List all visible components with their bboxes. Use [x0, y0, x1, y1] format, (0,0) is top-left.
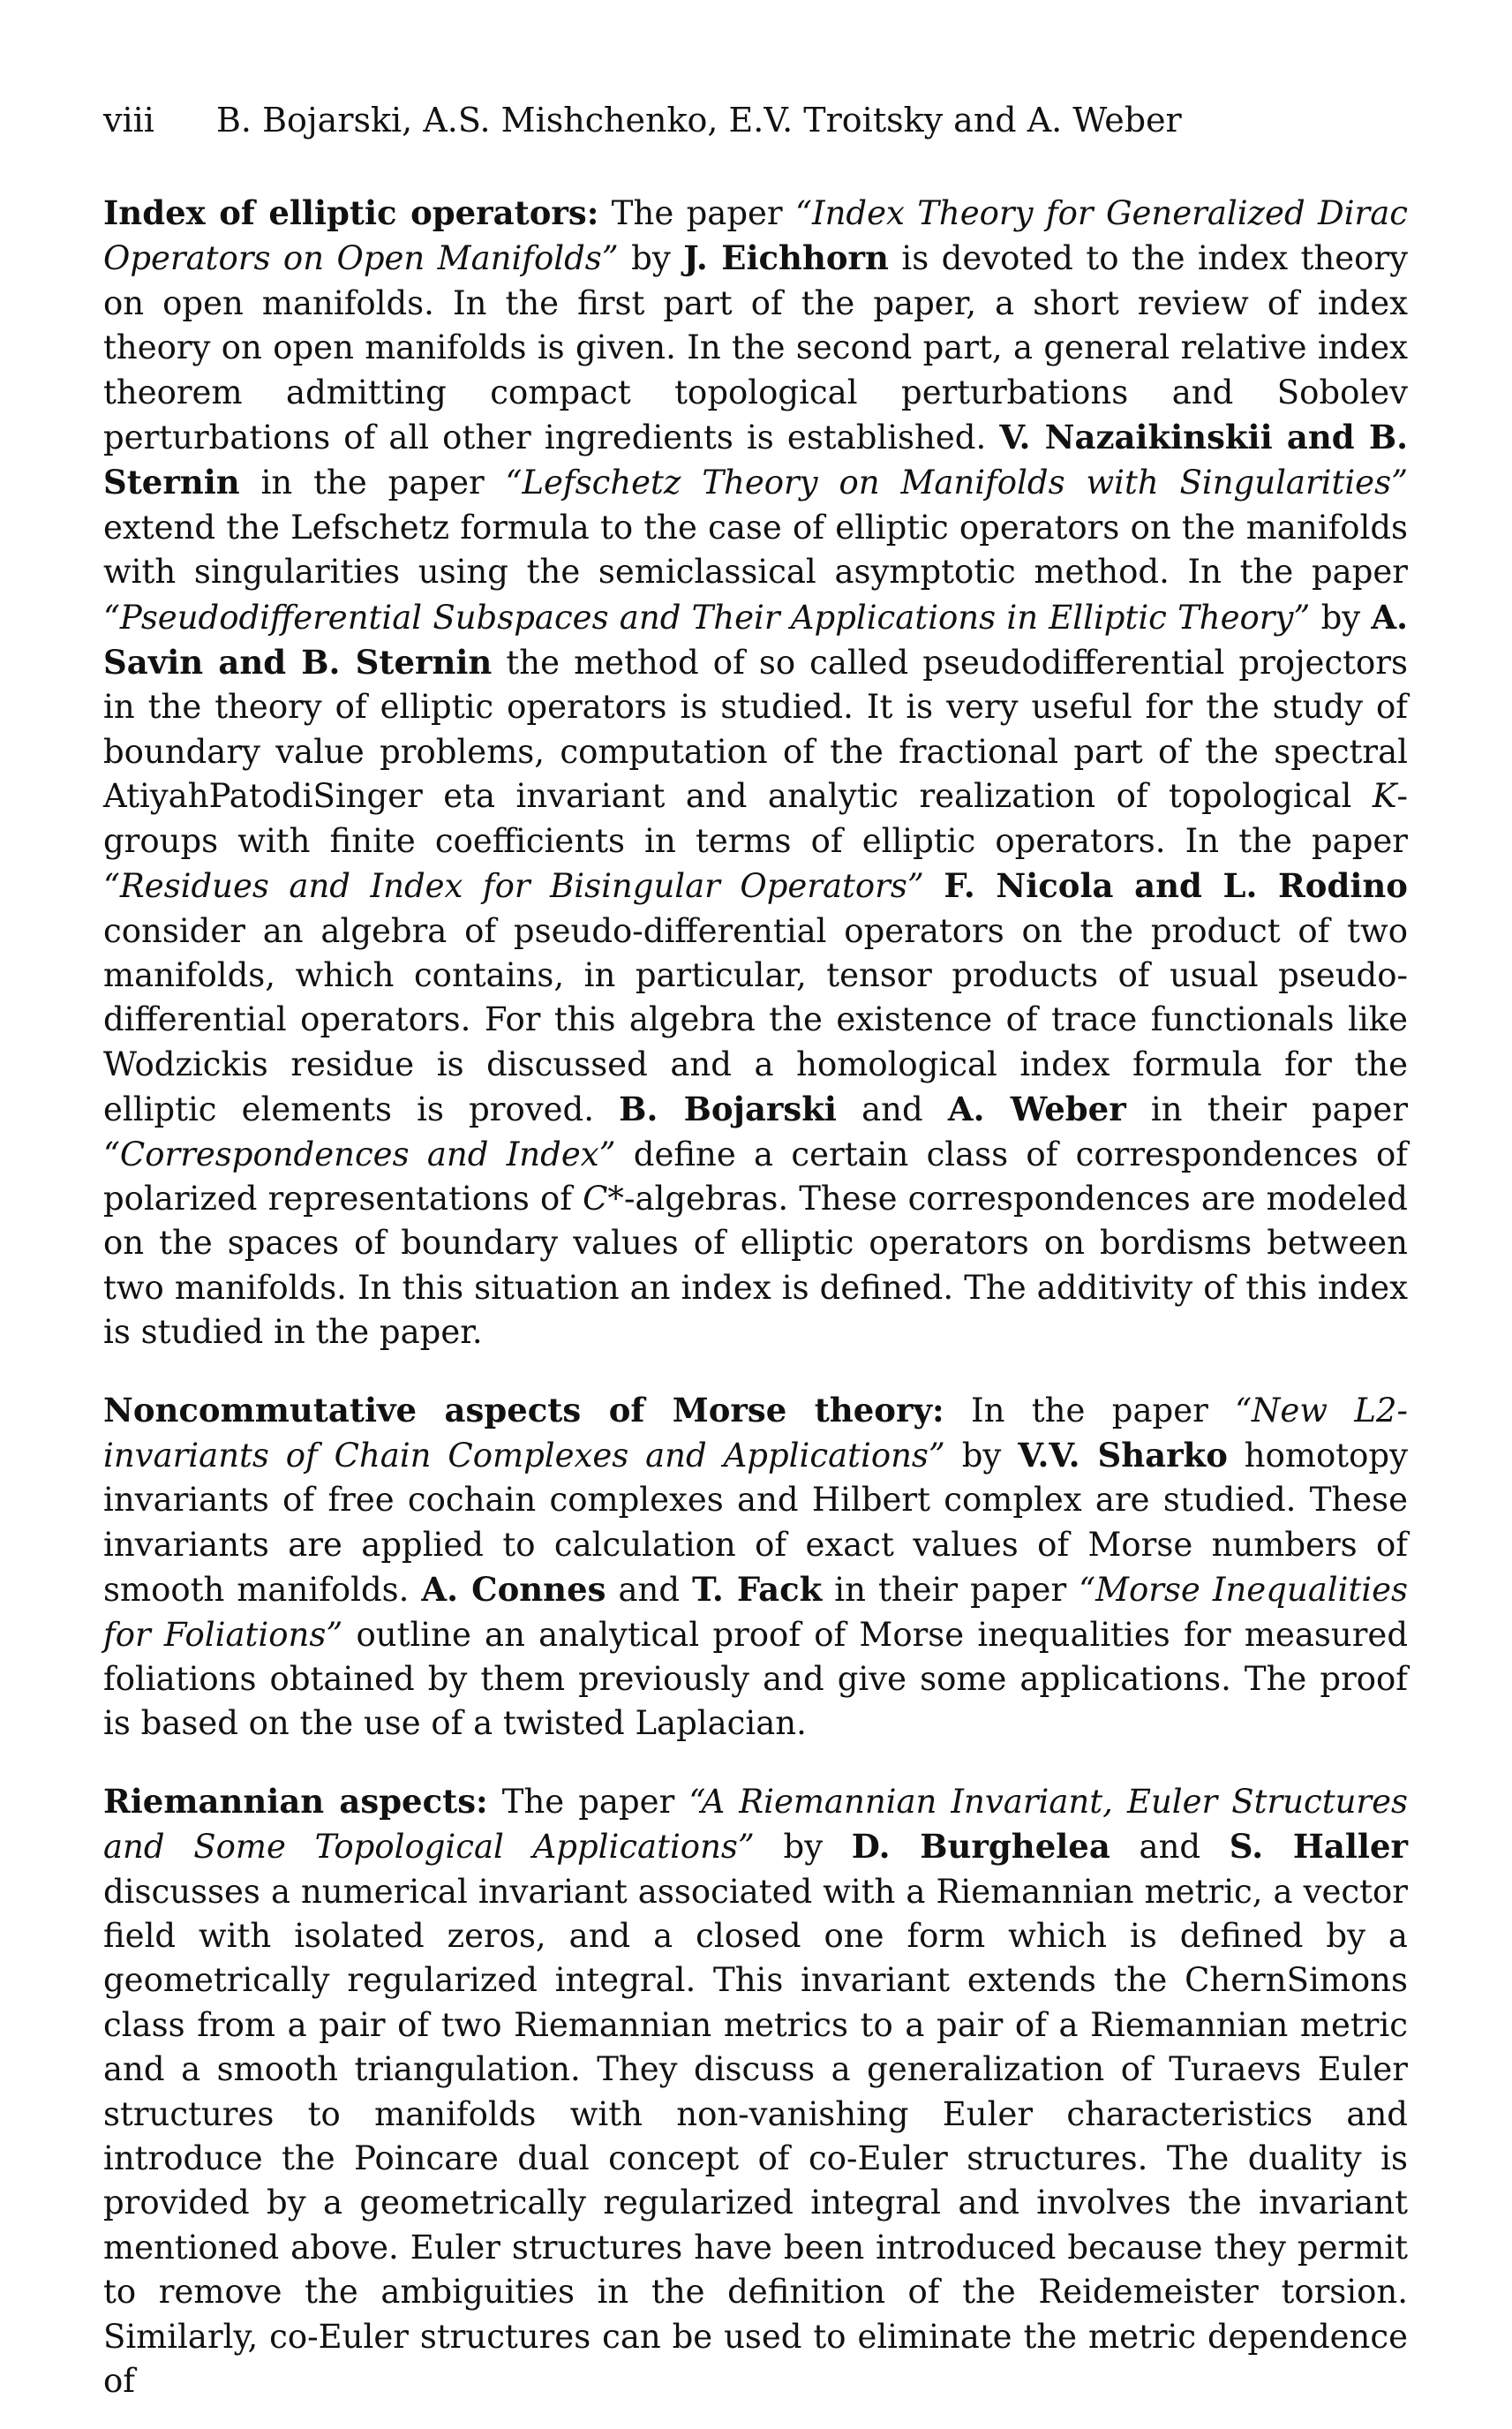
body-text [924, 867, 944, 905]
italic-text: “Morse Inequalities for Foliations” [103, 1571, 1409, 1654]
page-number: viii [103, 101, 154, 140]
bold-text: Index of elliptic operators: [103, 193, 599, 232]
bold-text: S. Haller [1229, 1827, 1408, 1867]
body-text: In the paper [944, 1391, 1236, 1429]
body-text: outline an analytical proof of Morse inequalities for measured foliations obtained by them previously and give some applications. The proof is based on the use of a twisted Laplacian. [103, 1615, 1408, 1743]
section-index-elliptic-operators [103, 191, 1408, 1355]
italic-text: “Pseudodifferential Subspaces and Their Applications in Elliptic Theory” [103, 598, 1311, 637]
italic-text: “Lefschetz Theory on Manifolds with Singularities” [505, 464, 1408, 502]
body-text: in the paper [239, 464, 506, 502]
bold-text: V.V. Sharko [1018, 1435, 1228, 1475]
bold-text: A. Connes [421, 1570, 606, 1610]
bold-text: T. Fack [692, 1570, 823, 1610]
body-text: -groups with finite coefficients in terms of elliptic operators. In the paper [103, 777, 1408, 860]
body-text: -algebras. These correspondences are modeled on the spaces of boundary values of elliptic operators on bordisms between two manifolds. In this situation an index is defined. The additivity of this index is studied in the paper. [103, 1179, 1408, 1352]
body-text: by [754, 1828, 852, 1867]
italic-text: K [1372, 777, 1397, 816]
body-text: The paper [487, 1782, 689, 1821]
italic-text: “New L2-invariants of Chain Complexes and Applications” [103, 1391, 1408, 1475]
body-text: is devoted to the index theory on open manifolds. In the first part of the paper, a short review of index theory on open manifolds is given. In the second part, a general relative index theorem admitting compact topological perturbations and Sobolev perturbations of all other ingredients is established. [103, 239, 1408, 457]
italic-text: “A Riemannian Invariant, Euler Structures and Some Topological Applications” [103, 1782, 1408, 1867]
italic-text: C* [583, 1179, 624, 1218]
body-text: homotopy invariants of free cochain complexes and Hilbert complex are studied. These invariants are applied to calculation of exact values of Morse numbers of smooth manifolds. [103, 1436, 1408, 1610]
bold-text: D. Burghelea [851, 1827, 1110, 1867]
body-text: and [1110, 1828, 1230, 1867]
body-text: the method of so called pseudodifferential projectors in the theory of elliptic operators is studied. It is very useful for the study of boundary value problems, computation of the fractional part of the spectral AtiyahPatodiSinger eta invariant and analytic realization of topological [103, 644, 1408, 816]
bold-text: Riemannian aspects: [103, 1781, 488, 1821]
body-text: extend the Lefschetz formula to the case of elliptic operators on the manifolds with singularities using the semiclassical asymptotic method. In the paper [103, 508, 1408, 592]
section-noncommutative-morse-theory [103, 1388, 1408, 1746]
page-body [103, 97, 1408, 2429]
running-head-authors: B. Bojarski, A.S. Mishchenko, E.V. Troitsky and A. Weber [216, 101, 1182, 140]
body-text: in their paper [1125, 1090, 1408, 1129]
bold-text: J. Eichhorn [683, 238, 889, 278]
section-riemannian-aspects [103, 1779, 1408, 2404]
body-text: and [836, 1090, 948, 1129]
body-text: by [618, 239, 684, 278]
bold-text: F. Nicola and L. Rodino [944, 866, 1408, 906]
body-text: by [944, 1436, 1019, 1475]
bold-text: A. Savin and B. Sternin [103, 597, 1408, 683]
bold-text: V. Nazaikinskii and B. Sternin [103, 418, 1408, 502]
bold-text: Noncommutative aspects of Morse theory: [103, 1390, 944, 1429]
running-head [103, 97, 1408, 143]
body-text: in their paper [822, 1571, 1079, 1610]
italic-text: “Residues and Index for Bisingular Operators” [103, 867, 924, 906]
italic-text: “Index Theory for Generalized Dirac Operators on Open Manifolds” [103, 194, 1409, 278]
body-text: The paper [598, 194, 796, 232]
bold-text: A. Weber [947, 1090, 1126, 1129]
body-text: consider an algebra of pseudo-differential operators on the product of two manifolds, which contains, in particular, tensor products of usual pseudo-differential operators. For this algebra the existence of trace functionals like Wodzickis residue is discussed and a homological index formula for the elliptic elements is proved. [103, 911, 1408, 1129]
bold-text: B. Bojarski [619, 1090, 837, 1129]
body-text: by [1310, 598, 1372, 637]
body-text: and [606, 1571, 693, 1610]
italic-text: “Correspondences and Index” [103, 1135, 616, 1173]
body-text: discusses a numerical invariant associated with a Riemannian metric, a vector field with isolated zeros, and a closed one form which is defined by a geometrically regularized integral. This invariant extends the ChernSimons class from a pair of two Riemannian metrics to a pair of a Riemannian metric and a smooth triangulation. They discuss a generalization of Turaevs Euler structures to manifolds with non-vanishing Euler characteristics and introduce the Poincare dual concept of co-Euler structures. The duality is provided by a geometrically regularized integral and involves the invariant mentioned above. Euler structures have been introduced because they permit to remove the ambiguities in the definition of the Reidemeister torsion. Similarly, co-Euler structures can be used to eliminate the metric dependence of [103, 1872, 1408, 2401]
body-text: define a certain class of correspondences of polarized representations of [103, 1135, 1408, 1218]
